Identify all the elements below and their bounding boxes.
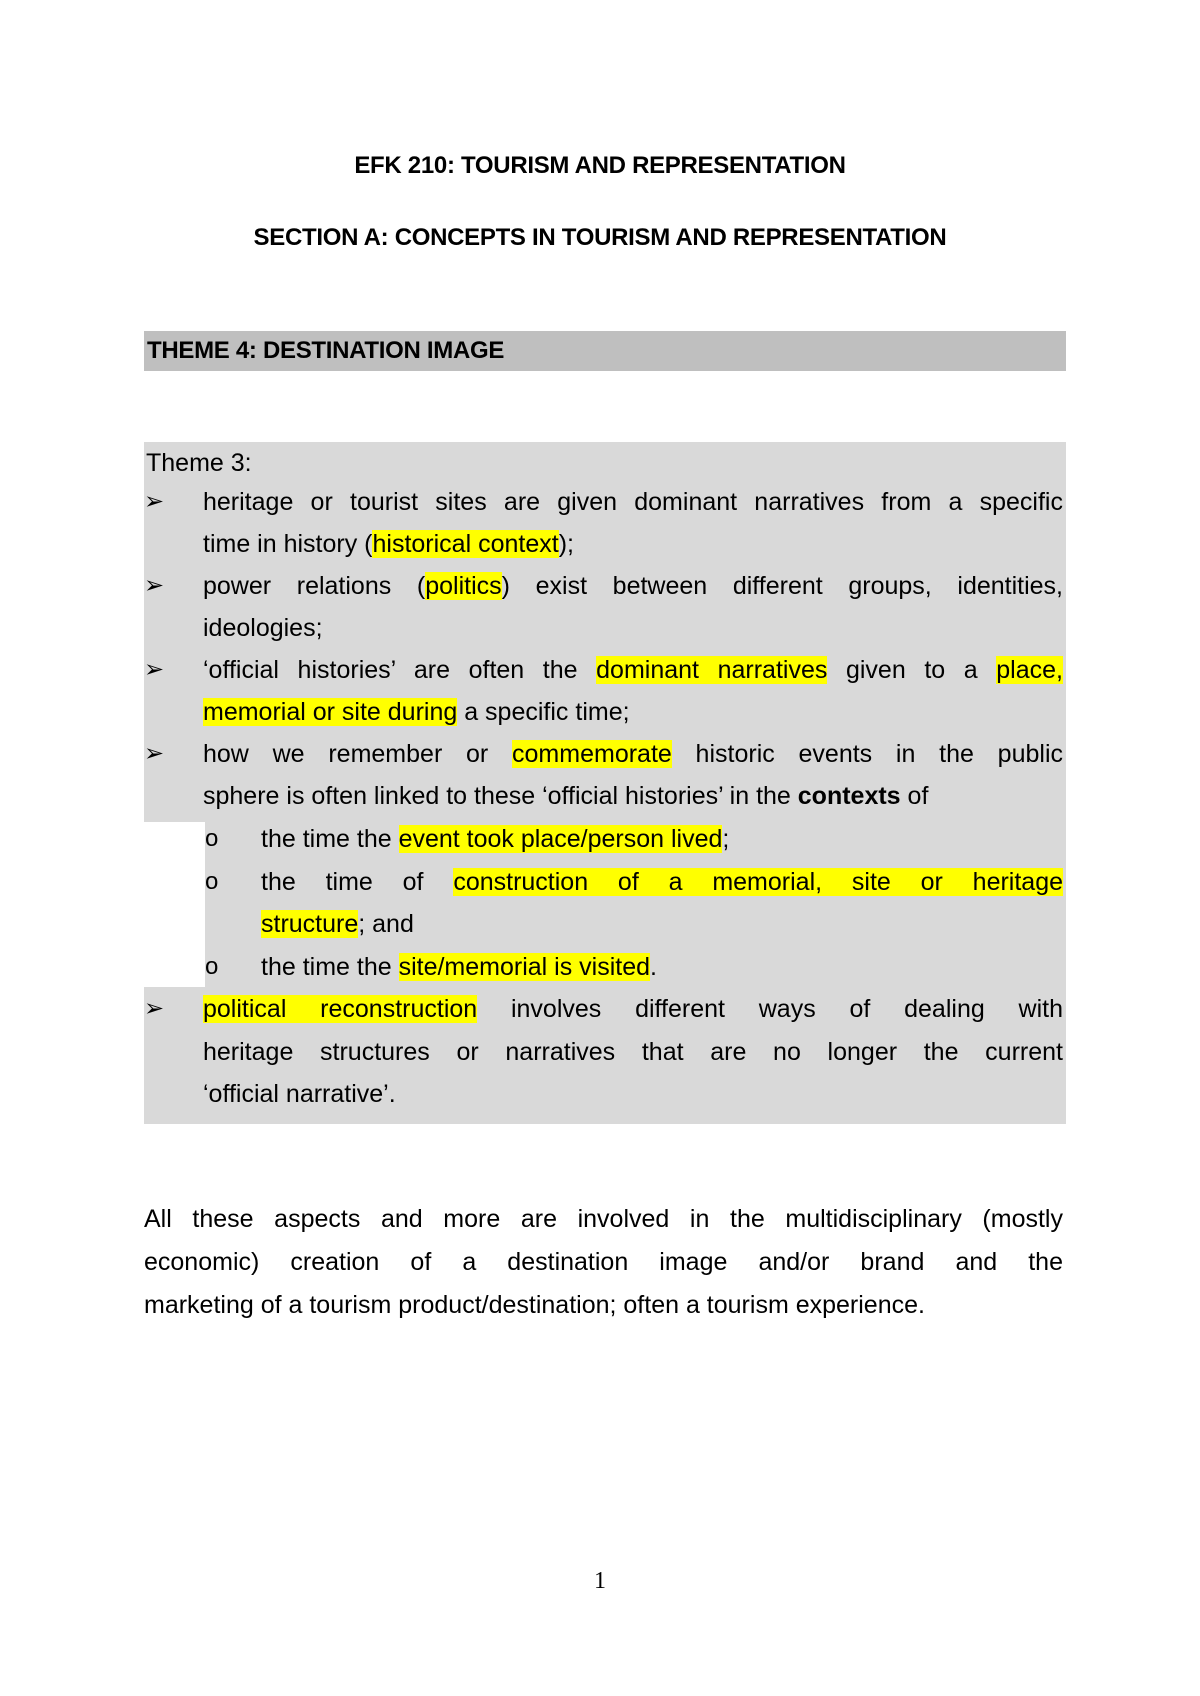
closing-paragraph-line-2: economic) creation of a destination image and/or brand and the — [144, 1248, 1063, 1276]
bullet-4-line-1: how we remember or commemorate historic events in the public — [203, 740, 1063, 768]
bullet-3-line-1: ‘official histories’ are often the dominant narratives given to a place, — [203, 656, 1063, 684]
closing-paragraph-line-3: marketing of a tourism product/destination; often a tourism experience. — [144, 1291, 925, 1319]
highlight: political reconstruction — [203, 995, 478, 1023]
bullet-1-line-2: time in history (historical context); — [203, 530, 574, 558]
theme-heading: THEME 4: DESTINATION IMAGE — [144, 331, 1066, 371]
arrow-bullet-icon: ➢ — [144, 488, 165, 515]
section-title: SECTION A: CONCEPTS IN TOURISM AND REPRESENTATION — [253, 224, 947, 251]
arrow-bullet-icon: ➢ — [144, 995, 165, 1022]
arrow-bullet-icon: ➢ — [144, 656, 165, 683]
arrow-bullet-icon: ➢ — [144, 572, 165, 599]
bullet-2-line-1: power relations (politics) exist between different groups, identities, — [203, 572, 1064, 600]
bullet-5-line-2: heritage structures or narratives that are no longer the current — [203, 1038, 1063, 1066]
highlight: commemorate — [512, 740, 672, 768]
box-heading: Theme 3: — [146, 449, 252, 477]
circle-bullet-icon: o — [205, 868, 219, 895]
bullet-2-line-2: ideologies; — [203, 614, 323, 642]
circle-bullet-icon: o — [205, 953, 219, 980]
sub-bullet-3: the time the site/memorial is visited. — [261, 953, 657, 981]
highlight: place, — [996, 656, 1063, 684]
highlight: structure — [261, 910, 359, 938]
highlight: dominant narratives — [596, 656, 828, 684]
highlight: site/memorial is visited — [398, 953, 651, 981]
highlight: historical context — [372, 530, 559, 558]
sub-bullet-2-line-2: structure; and — [261, 910, 414, 938]
highlight: event took place/person lived — [398, 825, 723, 853]
bullet-3-line-2: memorial or site during a specific time; — [203, 698, 630, 726]
closing-paragraph-line-1: All these aspects and more are involved in the multidisciplinary (mostly — [144, 1205, 1063, 1233]
course-title: EFK 210: TOURISM AND REPRESENTATION — [354, 152, 846, 179]
page-number: 1 — [594, 1568, 606, 1594]
bullet-4-line-2: sphere is often linked to these ‘official histories’ in the contexts of — [203, 782, 929, 810]
circle-bullet-icon: o — [205, 825, 219, 852]
highlight: construction of a memorial, site or heritage — [453, 868, 1064, 896]
sub-bullet-2-line-1: the time of construction of a memorial, site or heritage — [261, 868, 1064, 896]
bullet-5-line-3: ‘official narrative’. — [203, 1080, 396, 1108]
bullet-5-line-1: political reconstruction involves different ways of dealing with — [203, 995, 1063, 1023]
highlight: memorial or site during — [203, 698, 458, 726]
highlight: politics — [425, 572, 502, 600]
bullet-1-line-1: heritage or tourist sites are given dominant narratives from a specific — [203, 488, 1063, 516]
arrow-bullet-icon: ➢ — [144, 740, 165, 767]
sub-bullet-1: the time the event took place/person lived; — [261, 825, 730, 853]
